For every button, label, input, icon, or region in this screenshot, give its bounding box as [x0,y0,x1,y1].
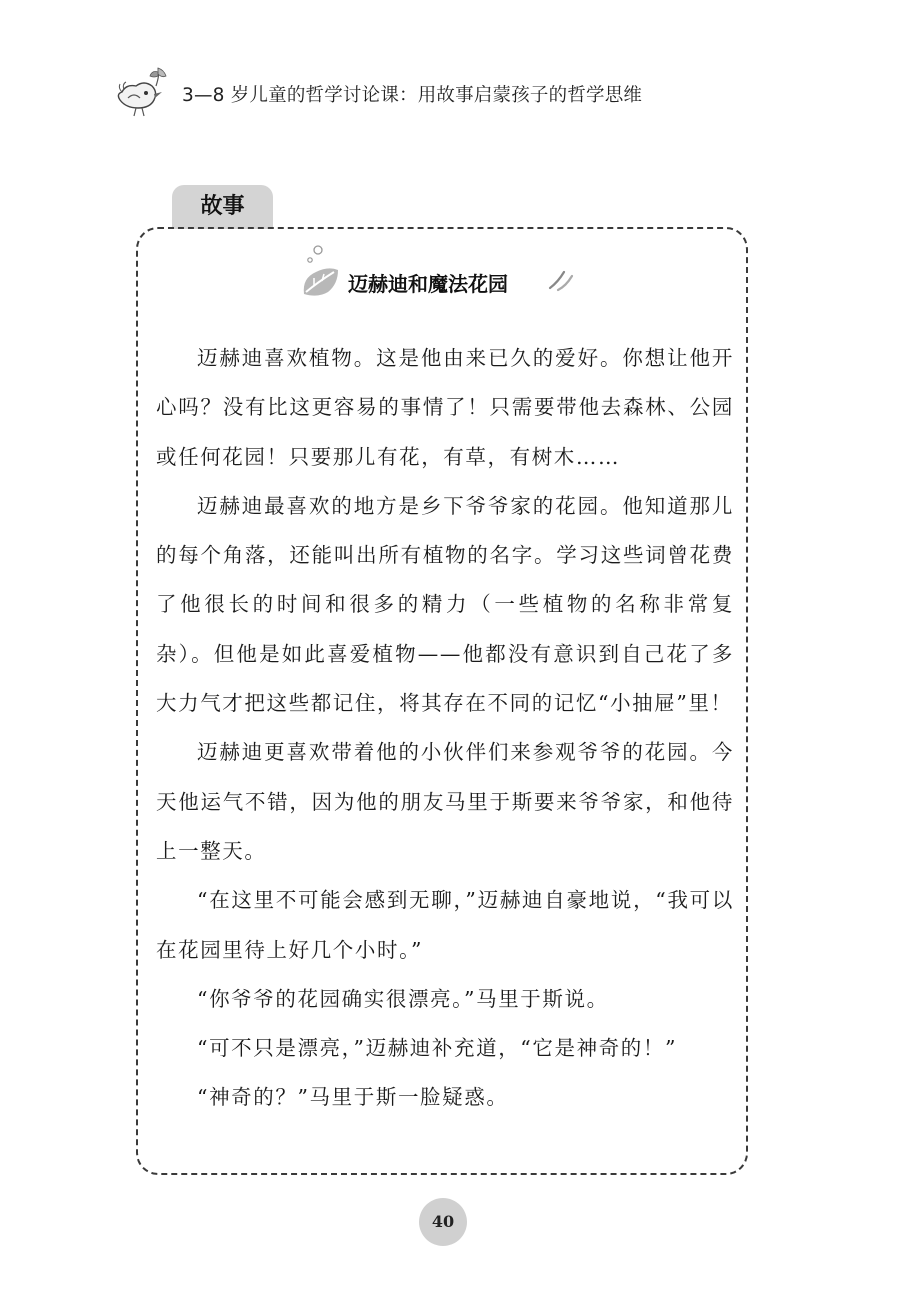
swoosh-icon [546,268,576,294]
book-title: 3—8 岁儿童的哲学讨论课：用故事启蒙孩子的哲学思维 [182,85,643,106]
bird-icon [112,66,178,118]
story-paragraph: 迈赫迪最喜欢的地方是乡下爷爷家的花园。他知道那儿的每个角落，还能叫出所有植物的名字。学习这些词曾花费了他很长的时间和很多的精力（一些植物的名称非常复杂）。但他是如此喜爱植物——他都没有意识到自己花了多大力气才把这些都记住，将其存在不同的记忆“小抽屉”里！ [156,493,734,716]
page-number: 40 [419,1198,467,1246]
story-title: 迈赫迪和魔法花园 [348,272,508,296]
story-paragraph: 迈赫迪更喜欢带着他的小伙伴们来参观爷爷的花园。今天他运气不错，因为他的朋友马里于斯要来爷爷家，和他待上一整天。 [156,740,734,863]
story-paragraph: “可不只是漂亮，”迈赫迪补充道，“它是神奇的！” [197,1036,678,1061]
leaf-icon [300,240,344,300]
story-title-row [300,240,600,306]
section-tab: 故事 [172,185,273,229]
story-paragraph: “神奇的？”马里于斯一脸疑惑。 [197,1085,509,1110]
story-paragraph: “你爷爷的花园确实很漂亮。”马里于斯说。 [197,986,609,1011]
story-paragraph: 迈赫迪喜欢植物。这是他由来已久的爱好。你想让他开心吗？没有比这更容易的事情了！只需要带他去森林、公园或任何花园！只要那儿有花，有草，有树木…… [156,346,734,469]
story-body [156,334,734,1123]
running-header [112,66,712,122]
story-paragraph: “在这里不可能会感到无聊，”迈赫迪自豪地说，“我可以在花园里待上好几个小时。” [156,888,734,962]
